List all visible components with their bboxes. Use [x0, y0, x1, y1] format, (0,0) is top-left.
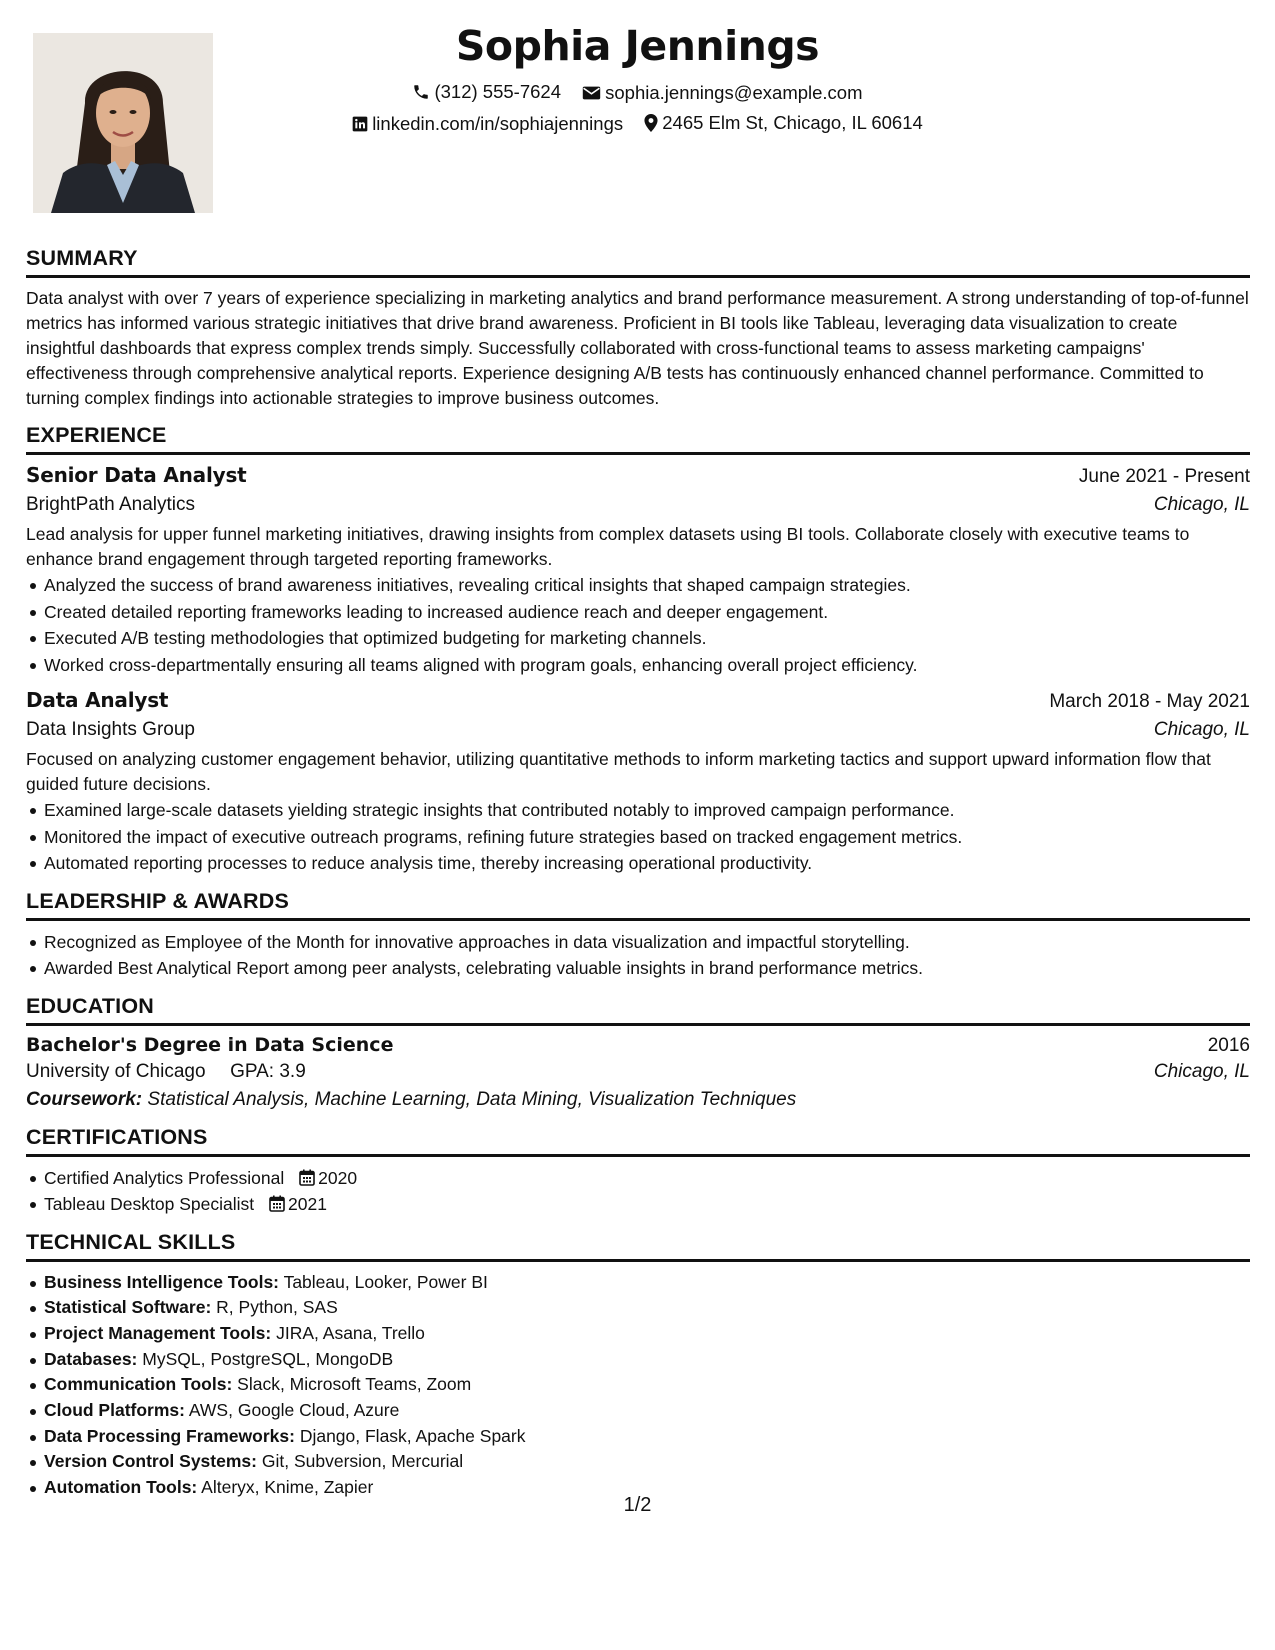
- list-item: [26, 1449, 1250, 1475]
- skills-list: [26, 1270, 1250, 1501]
- education-heading: EDUCATION: [26, 994, 1250, 1026]
- calendar-icon: [299, 1169, 315, 1186]
- coursework-label: Coursework:: [26, 1088, 143, 1110]
- list-item: [26, 1191, 1250, 1218]
- list-item: Awarded Best Analytical Report among peer analysts, celebrating valuable insights in brand performance metrics.: [26, 955, 1250, 982]
- job-description: Focused on analyzing customer engagement behavior, utilizing quantitative methods to inform marketing tactics and support upward information flow that guided future decisions.: [26, 749, 1211, 794]
- leadership-list: [26, 929, 1250, 982]
- contact-line-1: [0, 81, 1275, 106]
- job-entry: [26, 688, 1250, 877]
- skill-value: MySQL, PostgreSQL, MongoDB: [142, 1348, 394, 1369]
- calendar-icon: [269, 1195, 285, 1212]
- address-text: 2465 Elm St, Chicago, IL 60614: [662, 112, 923, 133]
- resume-body: [26, 246, 1250, 1513]
- phone-icon: [412, 83, 430, 101]
- address-contact: [644, 112, 923, 134]
- degree-title: Bachelor's Degree in Data Science: [26, 1033, 394, 1056]
- school-location: Chicago, IL: [1153, 1060, 1250, 1082]
- candidate-name: Sophia Jennings: [455, 22, 820, 70]
- gpa: GPA: 3.9: [230, 1060, 306, 1082]
- skill-value: Slack, Microsoft Teams, Zoom: [237, 1374, 472, 1395]
- graduation-year: 2016: [1207, 1034, 1250, 1056]
- linkedin-contact[interactable]: [352, 113, 623, 135]
- job-title: Senior Data Analyst: [26, 463, 247, 487]
- map-pin-icon: [644, 114, 658, 132]
- education-header: [26, 1034, 1250, 1057]
- leadership-section: [26, 889, 1250, 982]
- list-item: Executed A/B testing methodologies that optimized budgeting for marketing channels.: [26, 625, 1250, 652]
- education-subheader: [26, 1061, 1250, 1083]
- job-bullets: [26, 572, 1250, 678]
- skill-value: JIRA, Asana, Trello: [276, 1322, 425, 1343]
- job-entry: [26, 463, 1250, 678]
- contact-line-2: [0, 112, 1275, 137]
- linkedin-icon: [352, 116, 368, 132]
- email-text: sophia.jennings@example.com: [605, 82, 863, 103]
- phone-contact[interactable]: [412, 81, 561, 103]
- skill-label: Data Processing Frameworks:: [44, 1425, 295, 1446]
- list-item: Analyzed the success of brand awareness initiatives, revealing critical insights that shaped campaign strategies.: [26, 572, 1250, 599]
- summary-heading: SUMMARY: [26, 246, 1250, 278]
- cert-name: Tableau Desktop Specialist: [44, 1194, 255, 1214]
- envelope-icon: [582, 85, 601, 101]
- school-name: University of Chicago: [26, 1060, 206, 1082]
- list-item: [26, 1424, 1250, 1450]
- linkedin-text: linkedin.com/in/sophiajennings: [372, 113, 624, 134]
- page-number: 1/2: [623, 1494, 652, 1516]
- job-header: [26, 688, 1250, 713]
- list-item: [26, 1372, 1250, 1398]
- list-item: [26, 1165, 1250, 1192]
- coursework: [26, 1089, 1250, 1111]
- job-company: BrightPath Analytics: [26, 494, 195, 515]
- job-header: [26, 463, 1250, 488]
- list-item: [26, 1321, 1250, 1347]
- skill-value: Alteryx, Knime, Zapier: [201, 1477, 374, 1498]
- skill-value: Tableau, Looker, Power BI: [283, 1271, 488, 1292]
- job-bullets: [26, 797, 1250, 877]
- list-item: Monitored the impact of executive outreach programs, refining future strategies based on tracked engagement metrics.: [26, 824, 1250, 851]
- email-contact[interactable]: [582, 82, 862, 104]
- skill-value: R, Python, SAS: [216, 1297, 338, 1318]
- skill-label: Communication Tools:: [44, 1374, 233, 1395]
- cert-name: Certified Analytics Professional: [44, 1167, 285, 1188]
- skill-label: Databases:: [44, 1348, 138, 1369]
- list-item: Examined large-scale datasets yielding strategic insights that contributed notably to improved campaign performance.: [26, 797, 1250, 824]
- school-line: [26, 1061, 306, 1083]
- skill-label: Business Intelligence Tools:: [44, 1271, 280, 1292]
- experience-section: [26, 423, 1250, 877]
- job-location: Chicago, IL: [1153, 494, 1250, 515]
- job-description: Lead analysis for upper funnel marketing initiatives, drawing insights from complex datasets using BI tools. Collaborate closely with executive teams to enhance brand engagement through targeted reporting frameworks.: [26, 524, 1190, 569]
- list-item: [26, 1270, 1250, 1296]
- list-item: Created detailed reporting frameworks leading to increased audience reach and deeper engagement.: [26, 599, 1250, 626]
- list-item: [26, 1347, 1250, 1373]
- list-item: Automated reporting processes to reduce analysis time, thereby increasing operational productivity.: [26, 850, 1250, 877]
- coursework-list: Statistical Analysis, Machine Learning, Data Mining, Visualization Techniques: [147, 1088, 797, 1110]
- list-item: Worked cross-departmentally ensuring all teams aligned with program goals, enhancing overall project efficiency.: [26, 652, 1250, 679]
- certifications-list: [26, 1165, 1250, 1218]
- experience-heading: EXPERIENCE: [26, 423, 1250, 455]
- skill-label: Statistical Software:: [44, 1297, 212, 1318]
- list-item: [26, 1398, 1250, 1424]
- job-subheader: [26, 494, 1250, 516]
- skills-section: [26, 1230, 1250, 1501]
- cert-year: 2020: [318, 1167, 358, 1188]
- certifications-heading: CERTIFICATIONS: [26, 1125, 1250, 1157]
- skill-label: Version Control Systems:: [44, 1451, 257, 1472]
- job-company: Data Insights Group: [26, 719, 195, 740]
- skills-heading: TECHNICAL SKILLS: [26, 1230, 1250, 1262]
- skill-value: AWS, Google Cloud, Azure: [188, 1400, 400, 1421]
- job-subheader: [26, 719, 1250, 741]
- skill-value: Django, Flask, Apache Spark: [299, 1425, 526, 1446]
- cert-year: 2021: [288, 1194, 327, 1214]
- job-dates: March 2018 - May 2021: [1049, 691, 1250, 712]
- list-item: Recognized as Employee of the Month for innovative approaches in data visualization and impactful storytelling.: [26, 929, 1250, 956]
- leadership-heading: LEADERSHIP & AWARDS: [26, 889, 1250, 921]
- job-title: Data Analyst: [26, 688, 169, 712]
- skill-label: Automation Tools:: [44, 1477, 198, 1498]
- job-location: Chicago, IL: [1153, 719, 1250, 740]
- phone-text: (312) 555-7624: [434, 81, 561, 102]
- summary-section: [26, 246, 1250, 411]
- skill-label: Cloud Platforms:: [44, 1400, 185, 1421]
- certifications-section: [26, 1125, 1250, 1218]
- skill-value: Git, Subversion, Mercurial: [261, 1451, 464, 1472]
- education-section: [26, 994, 1250, 1111]
- skill-label: Project Management Tools:: [44, 1322, 272, 1343]
- job-dates: June 2021 - Present: [1078, 466, 1250, 487]
- summary-text: Data analyst with over 7 years of experience specializing in marketing analytics and brand performance measurement. A strong understanding of top-of-funnel metrics has informed various strategic initiatives that drive brand awareness. Proficient in BI tools like Tableau, leveraging data visualization to create insightful dashboards that express complex trends simply. Successfully collaborated with cross-functional teams to assess marketing campaigns' effectiveness through comprehensive analytical reports. Experience designing A/B tests has continuously enhanced channel performance. Committed to turning complex findings into actionable strategies to improve business outcomes.: [26, 288, 1249, 408]
- list-item: [26, 1295, 1250, 1321]
